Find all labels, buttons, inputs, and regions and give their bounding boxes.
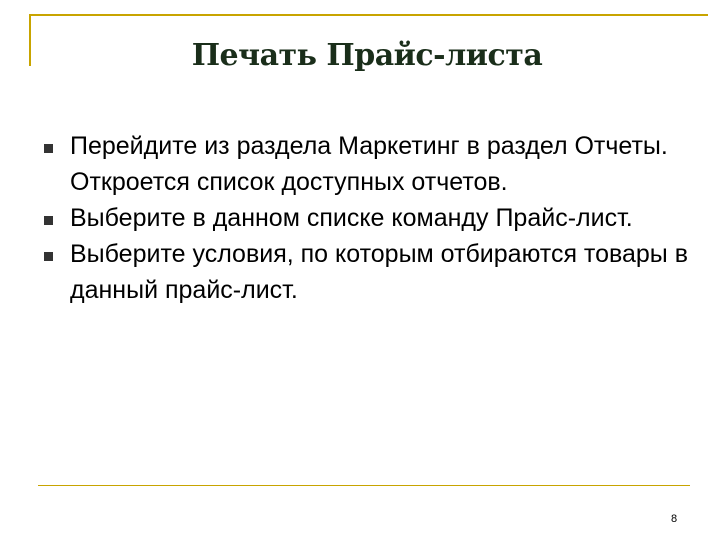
bottom-decorative-line (38, 485, 690, 486)
bullet-item (44, 128, 694, 200)
top-decorative-line (29, 14, 708, 16)
square-bullet-icon (44, 144, 53, 153)
square-bullet-icon (44, 252, 53, 261)
bullet-text: Выберите условия, по которым отбираются товары в данный прайс-лист. (70, 240, 689, 304)
bullet-item (44, 200, 694, 236)
bullet-text: Перейдите из раздела Маркетинг в раздел Отчеты. Откроется список доступных отчетов. (70, 132, 668, 196)
square-bullet-icon (44, 216, 53, 225)
page-number: 8 (671, 513, 678, 525)
bullet-list (44, 128, 694, 308)
bullet-item (44, 236, 694, 308)
bullet-text: Выберите в данном списке команду Прайс-лист. (70, 204, 633, 232)
slide-title: Печать Прайс-листа (191, 38, 543, 73)
